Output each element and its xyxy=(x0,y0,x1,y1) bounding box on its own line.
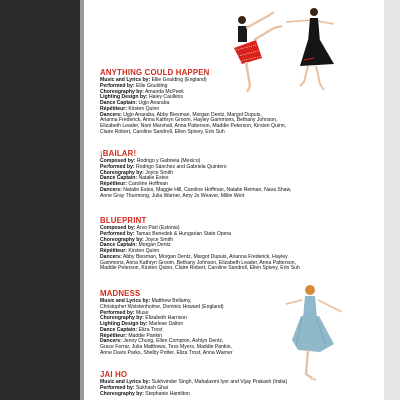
dancers-line: Grace Ferrar, Julia Matthews, Tess Myers, Maddie Pankin, xyxy=(100,344,232,350)
credit-line: Lighting Design by: Marlese Dalton xyxy=(100,321,184,327)
piece-title: ANYTHING COULD HAPPEN xyxy=(100,68,210,77)
credit-line: Performed by: Muse xyxy=(100,309,149,316)
credit-line: Performed by: Ellie Goulding xyxy=(100,82,168,89)
credit-line: Christopher Wolstenholme, Dominic Howard (England) xyxy=(100,303,224,310)
credit-line: Dance Captain: Eliza Trost xyxy=(100,326,163,333)
credit-line: Performed by: Sukhash Ghai xyxy=(100,384,168,391)
page-edge xyxy=(384,0,400,400)
dancers-line: Dancers: Jenny Chung, Ellen Compton, Ashlyn Dentz, xyxy=(100,338,224,345)
section-bailar xyxy=(100,149,380,199)
credit-line: Music and Lyrics by: Sukhvinder Singh, Mahalaxmi Iyer and Vijay Prakash (India) xyxy=(100,379,288,385)
credit-line: Répétiteur: Caroline Hoffman xyxy=(100,181,168,187)
credit-line: Répétiteur: Kirsten Quinn xyxy=(100,248,160,254)
credit-line: Choreography by: Amanda McPeek xyxy=(100,88,184,95)
dancers-line: Gammons, Anna Kathryn Groom, Bethany Johnson, Elizabeth Leader, Anna Patterson, xyxy=(100,259,296,266)
credit-line: Répétiteur: Kirsten Quinn xyxy=(100,105,160,112)
dancers-line: Dancers: Natalie Estes, Maggie Hill, Caroline Hoffman, Natalie Reiman, Nava Shaw, xyxy=(100,186,292,193)
dancers-line: Dancers: Ugjo Anaraba, Abby Biesman, Morgan Dentz, Margot Dupuis, xyxy=(100,111,262,118)
credit-line: Composed by: Arvo Pärt (Estonia) xyxy=(100,225,180,231)
credit-line: Dance Captain: Natalie Estes xyxy=(100,175,169,182)
credit-line: Music and Lyrics by: Matthew Bellamy, xyxy=(100,298,192,304)
section-jai-ho xyxy=(100,370,380,397)
credit-line: Choreography by: Joyce Smith xyxy=(100,169,174,176)
section-blueprint xyxy=(100,216,380,272)
piece-title: BLUEPRINT xyxy=(100,216,147,225)
dancers-line: Arianna Frederick, Anna Kathryn Groom, Hayley Gammons, Bethany Johnson, xyxy=(100,117,278,124)
credit-line: Lighting Design by: Haley Caulkins xyxy=(100,94,183,101)
credit-line: Dance Captain: Morgan Dentz xyxy=(100,242,171,249)
dancers-line: Dancers: Abby Biesman, Morgan Dentz, Margot Dupuis, Arianna Frederick, Hayley xyxy=(100,253,288,260)
section-madness xyxy=(100,289,380,357)
credit-line: Performed by: Rodrigo Sánchez and Gabriela Quintero xyxy=(100,163,227,170)
credit-line: Performed by: Tamas Benedek & Hungarian State Opera xyxy=(100,230,232,237)
dancers-line: Elizabeth Leader, Noni Marshall, Anna Patterson, Maddie Peterson, Kirsten Quinn, xyxy=(100,123,287,129)
credit-line: Dance Captain: Ugjo Anaraba xyxy=(100,100,170,106)
credit-line: Composed by: Rodrigo y Gabriela (Mexico) xyxy=(100,158,201,164)
section-anything-could-happen xyxy=(100,68,380,136)
credit-line: Choreography by: Joyce Smith xyxy=(100,236,174,243)
credit-line: Choreography by: Elizabeth Harrison xyxy=(100,315,187,322)
program-page xyxy=(84,0,384,400)
credit-line: Choreography by: Stephanie Hamilton xyxy=(100,390,190,397)
dancers-line: Anne Gray Thurmong, Julia Warner, Amy Jo Weaver, Millie Wert xyxy=(100,192,245,199)
credit-line: Music and Lyrics by: Ellie Goulding (England) xyxy=(100,77,207,83)
dancers-line: Maddie Peterson, Kirsten Quinn, Claire Robert, Caroline Sandrell, Ellen Spivey, Erin Suh xyxy=(100,265,300,272)
piece-title: MADNESS xyxy=(100,289,141,298)
credit-line: Répétiteur: Maddie Pankin xyxy=(100,332,163,339)
piece-title: JAI HO xyxy=(100,370,128,379)
dancers-line: Claire Robert, Caroline Sandrell, Ellen Spivey, Erin Suh xyxy=(100,128,225,135)
piece-title: ¡BAILAR! xyxy=(100,149,137,158)
dancers-line: Anne Davis Parks, Shelby Potter, Eliza Trost, Anna Warner xyxy=(100,349,233,356)
